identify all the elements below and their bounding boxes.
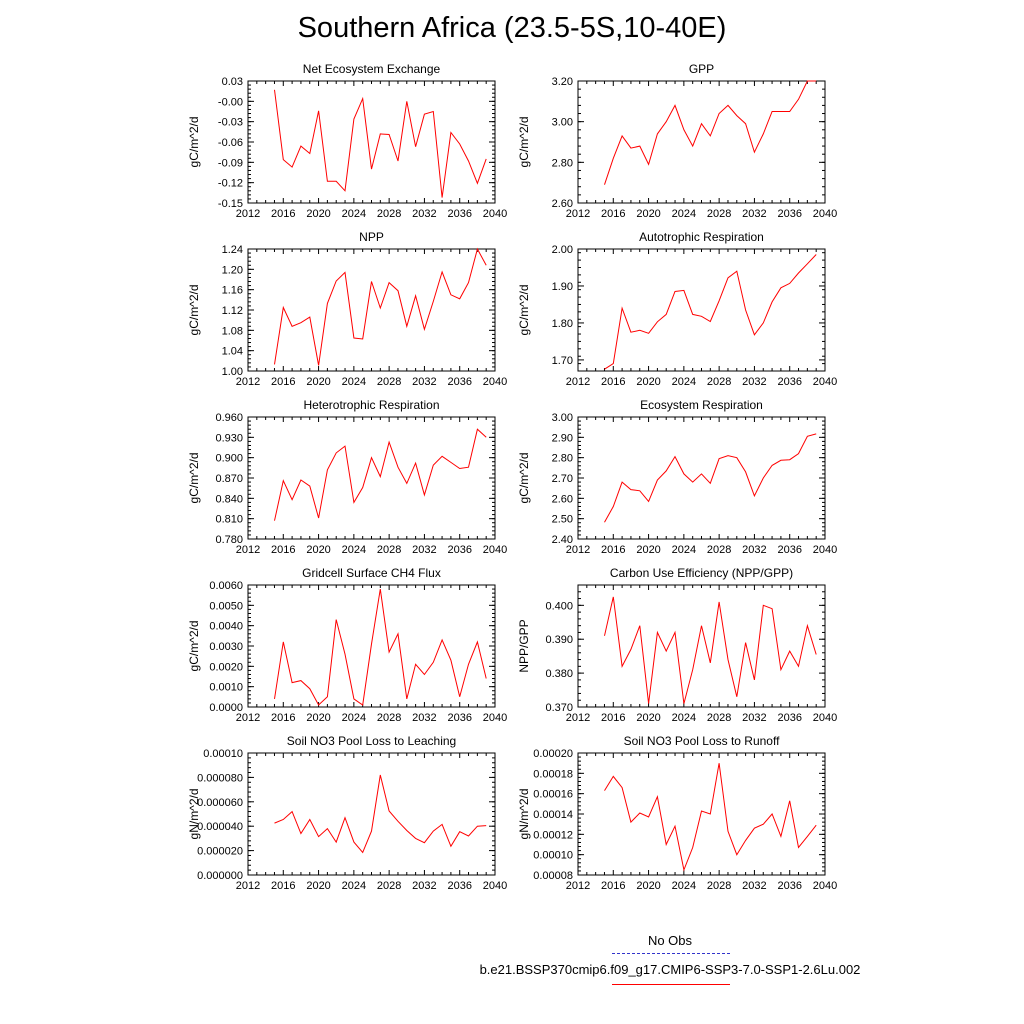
x-tick-label: 2024 xyxy=(341,208,367,220)
x-tick-label: 2032 xyxy=(412,880,437,892)
x-tick-label: 2012 xyxy=(565,544,591,556)
chart-panel-6 xyxy=(517,398,837,556)
y-axis-label: gC/m^2/d xyxy=(187,284,201,336)
y-tick-label: 2.40 xyxy=(551,534,573,546)
x-tick-label: 2020 xyxy=(636,376,661,388)
x-tick-label: 2028 xyxy=(706,880,732,892)
series-line xyxy=(275,775,487,852)
x-tick-label: 2040 xyxy=(482,880,508,892)
y-tick-label: 1.90 xyxy=(551,280,573,293)
x-tick-label: 2012 xyxy=(235,880,261,892)
x-tick-label: 2020 xyxy=(306,880,331,892)
x-tick-label: 2032 xyxy=(412,376,437,388)
plot-frame xyxy=(248,249,495,371)
x-tick-label: 2040 xyxy=(482,712,508,724)
series-line xyxy=(605,81,817,185)
y-tick-label: 0.870 xyxy=(215,473,243,485)
plot-frame xyxy=(578,417,825,539)
x-tick-label: 2012 xyxy=(235,376,261,388)
y-tick-label: 2.00 xyxy=(551,244,573,256)
legend-case-line xyxy=(612,984,730,985)
y-tick-label: 0.00018 xyxy=(533,768,573,781)
y-tick-label: 3.20 xyxy=(551,76,573,88)
x-tick-label: 2020 xyxy=(636,880,661,892)
y-axis-label: NPP/GPP xyxy=(517,619,531,673)
x-tick-label: 2032 xyxy=(742,376,767,388)
panel-title: Soil NO3 Pool Loss to Leaching xyxy=(286,734,457,748)
x-tick-label: 2016 xyxy=(601,376,626,388)
x-tick-label: 2028 xyxy=(706,376,732,388)
panel-title: Ecosystem Respiration xyxy=(640,398,763,412)
y-tick-label: 1.12 xyxy=(221,305,243,317)
x-tick-label: 2016 xyxy=(271,544,296,556)
legend-obs-line xyxy=(612,953,730,954)
panel-title: Autotrophic Respiration xyxy=(639,230,764,244)
y-tick-label: 0.0020 xyxy=(209,661,243,674)
y-tick-label: 2.80 xyxy=(551,157,573,170)
x-tick-label: 2036 xyxy=(447,880,472,892)
x-tick-label: 2028 xyxy=(376,544,402,556)
y-tick-label: 3.00 xyxy=(551,412,573,424)
x-tick-label: 2036 xyxy=(447,544,472,556)
x-tick-label: 2032 xyxy=(742,712,767,724)
x-tick-label: 2024 xyxy=(341,880,367,892)
x-tick-label: 2024 xyxy=(671,712,697,724)
y-tick-label: 2.50 xyxy=(551,513,573,526)
chart-panel-5 xyxy=(187,398,507,556)
series-line xyxy=(605,763,817,870)
x-tick-label: 2032 xyxy=(742,208,767,220)
x-tick-label: 2028 xyxy=(376,712,402,724)
y-tick-label: 2.80 xyxy=(551,452,573,465)
x-tick-label: 2040 xyxy=(812,376,838,388)
x-tick-label: 2016 xyxy=(601,544,626,556)
x-tick-label: 2020 xyxy=(306,712,331,724)
y-tick-label: 0.0030 xyxy=(209,641,243,653)
x-tick-label: 2012 xyxy=(565,712,591,724)
y-tick-label: 0.00014 xyxy=(533,809,573,821)
series-line xyxy=(275,90,487,198)
y-tick-label: 0.390 xyxy=(545,634,573,647)
y-tick-label: 0.00016 xyxy=(533,788,573,801)
y-tick-label: 1.08 xyxy=(221,325,243,338)
chart-panel-1 xyxy=(187,62,507,220)
panel-title: NPP xyxy=(359,230,384,244)
x-tick-label: 2028 xyxy=(376,208,402,220)
x-tick-label: 2040 xyxy=(812,880,838,892)
y-tick-label: 1.80 xyxy=(551,317,573,330)
x-tick-label: 2012 xyxy=(565,208,591,220)
x-tick-label: 2016 xyxy=(271,208,296,220)
x-tick-label: 2012 xyxy=(235,544,261,556)
y-tick-label: -0.12 xyxy=(217,177,243,190)
figure-title: Southern Africa (23.5-5S,10-40E) xyxy=(297,12,727,44)
y-axis-label: gC/m^2/d xyxy=(517,284,531,336)
x-tick-label: 2012 xyxy=(565,376,591,388)
y-axis-label: gN/m^2/d xyxy=(517,788,531,840)
x-tick-label: 2040 xyxy=(812,544,838,556)
panel-title: Soil NO3 Pool Loss to Runoff xyxy=(623,734,780,748)
y-tick-label: 0.370 xyxy=(545,702,573,714)
y-tick-label: 0.00008 xyxy=(533,870,573,882)
y-axis-label: gC/m^2/d xyxy=(187,452,201,504)
y-tick-label: 0.000040 xyxy=(197,821,243,834)
y-tick-label: 2.60 xyxy=(551,493,573,506)
y-tick-label: -0.03 xyxy=(217,116,243,129)
x-tick-label: 2016 xyxy=(601,712,626,724)
y-tick-label: -0.15 xyxy=(217,198,243,210)
legend-obs-label: No Obs xyxy=(647,933,693,948)
series-line xyxy=(605,255,817,370)
series-line xyxy=(275,249,487,365)
x-tick-label: 2036 xyxy=(777,712,802,724)
y-tick-label: 2.90 xyxy=(551,432,573,445)
y-tick-label: 1.70 xyxy=(551,354,573,367)
x-tick-label: 2020 xyxy=(636,544,661,556)
x-tick-label: 2016 xyxy=(271,712,296,724)
x-tick-label: 2012 xyxy=(235,712,261,724)
y-tick-label: 0.000060 xyxy=(197,796,243,809)
panel-title: Heterotrophic Respiration xyxy=(303,398,440,412)
y-tick-label: 0.00012 xyxy=(533,829,573,842)
y-axis-label: gC/m^2/d xyxy=(517,116,531,168)
series-line xyxy=(275,589,487,705)
y-tick-label: 0.03 xyxy=(221,76,243,88)
y-tick-label: 0.400 xyxy=(545,600,573,613)
panel-title: Gridcell Surface CH4 Flux xyxy=(302,566,441,580)
y-tick-label: 2.60 xyxy=(551,198,573,210)
y-axis-label: gN/m^2/d xyxy=(187,788,201,840)
x-tick-label: 2016 xyxy=(601,880,626,892)
x-tick-label: 2020 xyxy=(636,208,661,220)
x-tick-label: 2032 xyxy=(742,880,767,892)
y-tick-label: 0.960 xyxy=(215,412,243,424)
y-tick-label: 0.840 xyxy=(215,493,243,506)
y-tick-label: 1.04 xyxy=(221,345,243,358)
y-axis-label: gC/m^2/d xyxy=(187,116,201,168)
x-tick-label: 2028 xyxy=(376,376,402,388)
y-axis-label: gC/m^2/d xyxy=(517,452,531,504)
y-tick-label: -0.09 xyxy=(217,157,243,170)
y-tick-label: 0.00010 xyxy=(533,849,573,862)
y-tick-label: 0.000000 xyxy=(197,870,243,882)
y-tick-label: 0.0060 xyxy=(209,580,243,592)
x-tick-label: 2032 xyxy=(412,544,437,556)
x-tick-label: 2016 xyxy=(271,376,296,388)
x-tick-label: 2040 xyxy=(482,544,508,556)
x-tick-label: 2032 xyxy=(742,544,767,556)
chart-panel-9 xyxy=(187,734,507,892)
x-tick-label: 2012 xyxy=(565,880,591,892)
series-line xyxy=(605,597,817,704)
y-tick-label: 0.0010 xyxy=(209,681,243,694)
chart-panel-4 xyxy=(517,230,837,388)
x-tick-label: 2020 xyxy=(636,712,661,724)
chart-panel-3 xyxy=(187,230,507,388)
x-tick-label: 2036 xyxy=(447,376,472,388)
series-line xyxy=(605,434,817,522)
x-tick-label: 2036 xyxy=(777,544,802,556)
series-line xyxy=(275,429,487,521)
y-tick-label: 0.00010 xyxy=(203,748,243,760)
y-tick-label: 1.20 xyxy=(221,264,243,277)
y-tick-label: -0.00 xyxy=(217,96,243,109)
y-axis-label: gC/m^2/d xyxy=(187,620,201,672)
y-tick-label: 0.000080 xyxy=(197,772,243,785)
y-tick-label: 0.380 xyxy=(545,668,573,681)
x-tick-label: 2024 xyxy=(671,376,697,388)
x-tick-label: 2024 xyxy=(671,208,697,220)
x-tick-label: 2036 xyxy=(447,208,472,220)
x-tick-label: 2024 xyxy=(341,712,367,724)
x-tick-label: 2040 xyxy=(812,712,838,724)
y-tick-label: 2.70 xyxy=(551,473,573,485)
panel-title: GPP xyxy=(688,62,715,76)
x-tick-label: 2024 xyxy=(671,880,697,892)
x-tick-label: 2020 xyxy=(306,208,331,220)
x-tick-label: 2016 xyxy=(271,880,296,892)
chart-panel-8 xyxy=(517,566,837,724)
panel-title: Carbon Use Efficiency (NPP/GPP) xyxy=(609,566,794,580)
y-tick-label: 1.16 xyxy=(221,284,243,297)
panel-title: Net Ecosystem Exchange xyxy=(302,62,441,76)
plot-frame xyxy=(578,81,825,203)
y-tick-label: 0.780 xyxy=(215,534,243,546)
plot-frame xyxy=(248,753,495,875)
chart-panel-2 xyxy=(517,62,837,220)
x-tick-label: 2028 xyxy=(706,208,732,220)
x-tick-label: 2024 xyxy=(671,544,697,556)
x-tick-label: 2016 xyxy=(601,208,626,220)
x-tick-label: 2024 xyxy=(341,376,367,388)
legend-case-label: b.e21.BSSP370cmip6.f09_g17.CMIP6-SSP3-7.0-SSP1-2.6Lu.002 xyxy=(479,962,861,977)
x-tick-label: 2024 xyxy=(341,544,367,556)
x-tick-label: 2036 xyxy=(447,712,472,724)
y-tick-label: -0.06 xyxy=(217,137,243,149)
x-tick-label: 2036 xyxy=(777,376,802,388)
y-tick-label: 0.0040 xyxy=(209,620,243,633)
y-tick-label: 0.930 xyxy=(215,432,243,445)
x-tick-label: 2032 xyxy=(412,208,437,220)
chart-panel-10 xyxy=(517,734,837,892)
x-tick-label: 2028 xyxy=(706,544,732,556)
plot-frame xyxy=(248,417,495,539)
x-tick-label: 2012 xyxy=(235,208,261,220)
x-tick-label: 2040 xyxy=(482,376,508,388)
x-tick-label: 2036 xyxy=(777,880,802,892)
x-tick-label: 2040 xyxy=(812,208,838,220)
x-tick-label: 2036 xyxy=(777,208,802,220)
y-tick-label: 0.900 xyxy=(215,452,243,465)
y-tick-label: 0.00020 xyxy=(533,748,573,760)
x-tick-label: 2028 xyxy=(706,712,732,724)
y-tick-label: 0.000020 xyxy=(197,845,243,858)
x-tick-label: 2020 xyxy=(306,376,331,388)
plot-frame xyxy=(578,753,825,875)
y-tick-label: 0.810 xyxy=(215,513,243,526)
y-tick-label: 0.0000 xyxy=(209,702,243,714)
x-tick-label: 2028 xyxy=(376,880,402,892)
chart-panel-7 xyxy=(187,566,507,724)
y-tick-label: 3.00 xyxy=(551,116,573,129)
y-tick-label: 0.0050 xyxy=(209,600,243,613)
x-tick-label: 2032 xyxy=(412,712,437,724)
y-tick-label: 1.00 xyxy=(221,366,243,378)
y-tick-label: 1.24 xyxy=(221,244,243,256)
plot-frame xyxy=(578,585,825,707)
x-tick-label: 2020 xyxy=(306,544,331,556)
x-tick-label: 2040 xyxy=(482,208,508,220)
